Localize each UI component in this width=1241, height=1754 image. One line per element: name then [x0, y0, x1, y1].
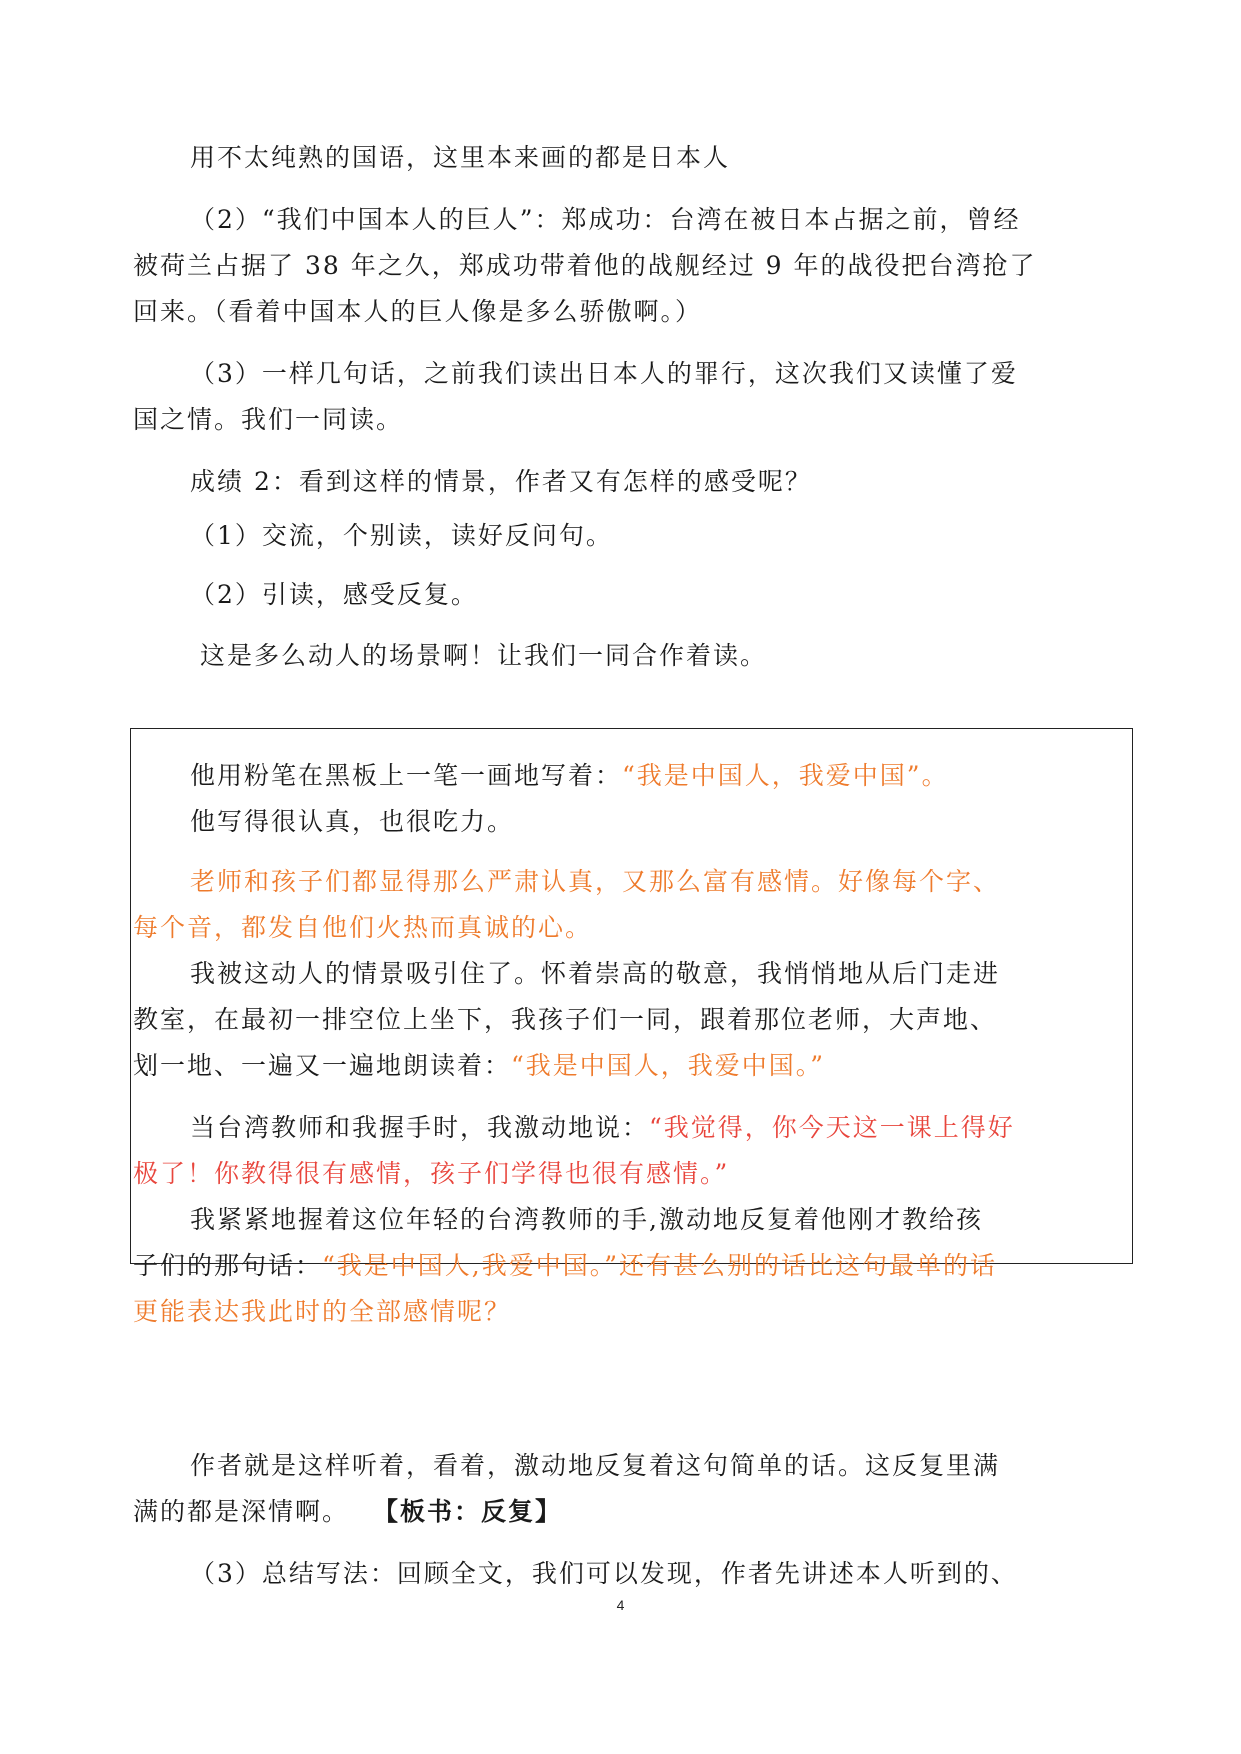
- paragraph-line: 成绩 2：看到这样的情景，作者又有怎样的感受呢？: [190, 467, 812, 496]
- paragraph-text: 满的都是深情啊。: [133, 1497, 350, 1526]
- paragraph-line: （2）“我们中国本人的巨人”：郑成功：台湾在被日本占据之前，曾经: [190, 205, 1021, 234]
- box-quote-highlight: “我是中国人，我爱中国”。: [622, 761, 949, 790]
- box-line: [190, 1110, 1015, 1146]
- box-text: 划一地、一遍又一遍地朗读着：: [133, 1051, 512, 1080]
- box-text: 子们的那句话：: [133, 1251, 323, 1280]
- box-line: 我紧紧地握着这位年轻的台湾教师的手,激动地反复着他刚才教给孩: [190, 1205, 983, 1234]
- box-line-highlight: 老师和孩子们都显得那么严肃认真，又那么富有感情。好像每个字、: [190, 867, 1001, 896]
- page-number: 4: [616, 1597, 625, 1613]
- box-line: [133, 1248, 997, 1284]
- box-line: [133, 1048, 825, 1084]
- paragraph-line: 用不太纯熟的国语，这里本来画的都是日本人: [190, 143, 731, 172]
- box-line-highlight: 每个音，都发自他们火热而真诚的心。: [133, 913, 593, 942]
- paragraph-line: （3）总结写法：回顾全文，我们可以发现，作者先讲述本人听到的、: [190, 1559, 1018, 1588]
- paragraph-line: （1）交流，个别读，读好反问句。: [190, 521, 613, 550]
- board-note: 【板书：反复】: [373, 1497, 563, 1526]
- box-line: 我被这动人的情景吸引住了。怀着崇高的敬意，我悄悄地从后门走进: [190, 959, 1001, 988]
- box-text: 他用粉笔在黑板上一笔一画地写着：: [190, 761, 623, 790]
- box-line: 他写得很认真，也很吃力。: [190, 807, 515, 836]
- box-quote-highlight: “我是中国人，我爱中国。”: [511, 1051, 826, 1080]
- paragraph-line: 作者就是这样听着，看着，激动地反复着这句简单的话。这反复里满: [190, 1451, 1001, 1480]
- box-quote-highlight: “我是中国人,我爱中国。”还有甚么别的话比这句最单的话: [322, 1251, 998, 1280]
- box-line-red: 极了！你教得很有感情，孩子们学得也很有感情。”: [133, 1159, 730, 1188]
- paragraph-line: （3）一样几句话，之前我们读出日本人的罪行，这次我们又读懂了爱: [190, 359, 1018, 388]
- box-text: 当台湾教师和我握手时，我激动地说：: [190, 1113, 650, 1142]
- box-line-highlight: 更能表达我此时的全部感情呢？: [133, 1297, 512, 1326]
- paragraph-line: 被荷兰占据了 38 年之久，郑成功带着他的战舰经过 9 年的战役把台湾抢了: [133, 251, 1037, 280]
- paragraph-line: [133, 1494, 562, 1530]
- paragraph-line: 这是多么动人的场景啊！让我们一同合作着读。: [200, 641, 768, 670]
- paragraph-line: 国之情。我们一同读。: [133, 405, 404, 434]
- paragraph-line: （2）引读，感受反复。: [190, 580, 478, 609]
- box-line: [190, 758, 949, 794]
- paragraph-line: 回来。（看着中国本人的巨人像是多么骄傲啊。）: [133, 297, 703, 326]
- box-line: 教室，在最初一排空位上坐下，我孩子们一同，跟着那位老师，大声地、: [133, 1005, 998, 1034]
- box-quote-red: “我觉得，你今天这一课上得好: [649, 1113, 1015, 1142]
